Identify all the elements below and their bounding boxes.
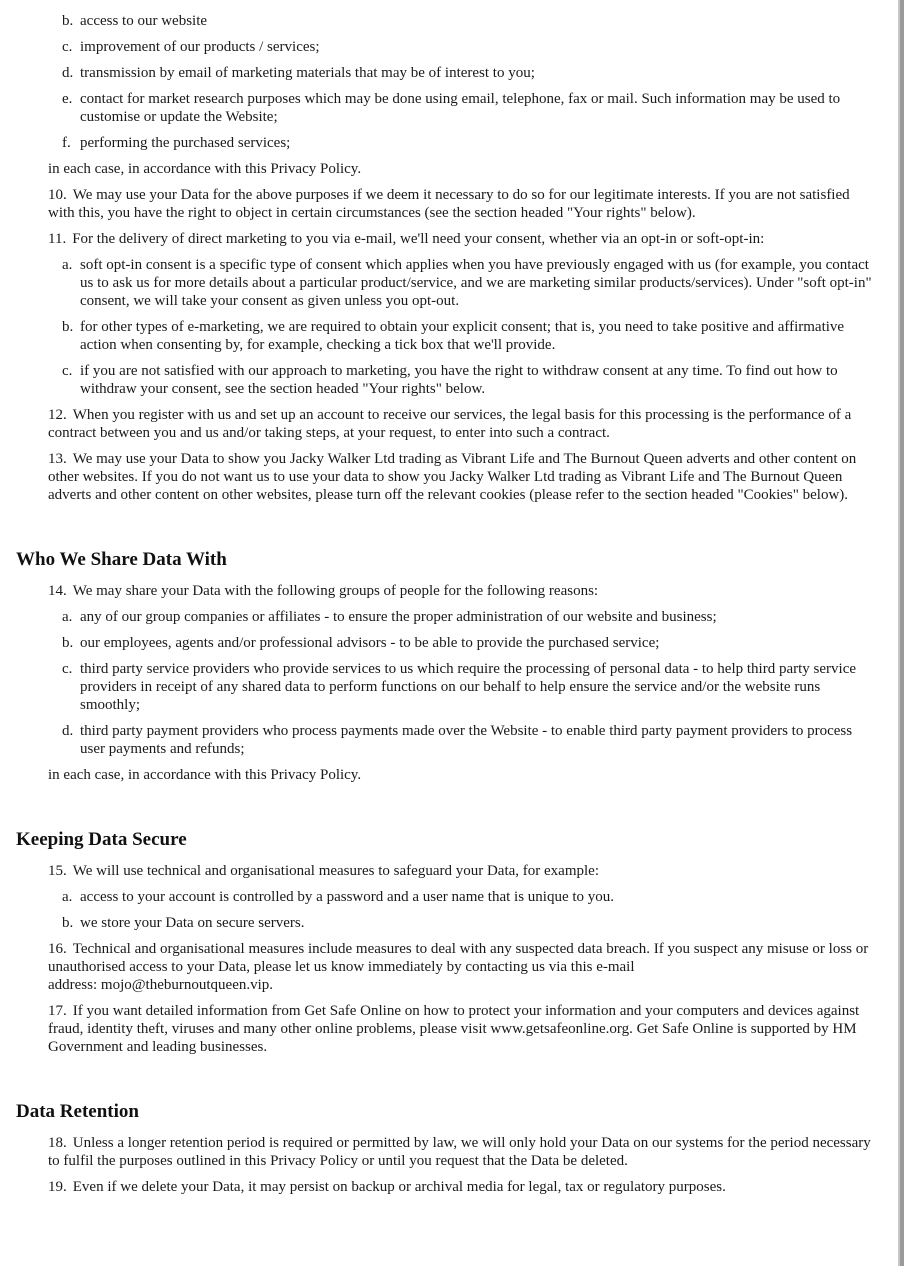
list-item: [0, 362, 898, 398]
address-label: address:: [48, 977, 101, 993]
list-item: [0, 134, 898, 152]
list-label: a.: [62, 889, 73, 905]
list-item: [0, 914, 898, 932]
list-item: [0, 318, 898, 354]
list-item: [0, 12, 898, 30]
paragraph-17: [0, 1002, 898, 1056]
paragraph-number: 12.: [48, 407, 67, 423]
paragraph-19: [0, 1178, 898, 1196]
contact-email: mojo@theburnoutqueen.vip: [100, 977, 270, 993]
paragraph-number: 16.: [48, 941, 67, 957]
list-text: third party service providers who provide services to us which require the processing of personal data - to help third party service providers in receipt of any shared data to perform functions on our behalf to help ensure the service and/or the website runs smoothly;: [80, 661, 857, 713]
paragraph-text: We will use technical and organisational measures to safeguard your Data, for example:: [72, 863, 599, 879]
list-label: d.: [62, 723, 74, 739]
paragraph-text: We may share your Data with the following groups of people for the following reasons:: [72, 583, 599, 599]
list-text: access to our website: [80, 13, 208, 29]
paragraph-text: We may use your Data for the above purposes if we deem it necessary to do so for our legitimate interests. If you are not satisfied with this, you have the right to object in certain circumstances (see the section headed "Your rights" below).: [48, 187, 850, 221]
list-label: b.: [62, 635, 74, 651]
paragraph-number: 10.: [48, 187, 67, 203]
list-label: c.: [62, 363, 73, 379]
paragraph-18: [0, 1134, 898, 1170]
privacy-policy-content: [0, 12, 898, 1204]
list-label: d.: [62, 65, 74, 81]
list-item: [0, 660, 898, 714]
paragraph-text: Unless a longer retention period is required or permitted by law, we will only hold your Data on our systems for the period necessary to fulfil the purposes outlined in this Privacy Policy or until you request that the Data be deleted.: [48, 1135, 871, 1169]
list-text: for other types of e-marketing, we are required to obtain your explicit consent; that is, you need to take positive and affirmative action when consenting by, for example, checking a tick box that we'll provide.: [80, 319, 845, 353]
paragraph-text: If you want detailed information from Get Safe Online on how to protect your information and your computers and devices against fraud, identity theft, viruses and many other online problems, please visit www.getsafeonline.org. Get Safe Online is supported by HM Government and leading businesses.: [48, 1003, 860, 1055]
list-text: any of our group companies or affiliates - to ensure the proper administration of our website and business;: [80, 609, 717, 625]
paragraph-text: Even if we delete your Data, it may persist on backup or archival media for legal, tax or regulatory purposes.: [72, 1179, 726, 1195]
list-item: [0, 90, 898, 126]
window-edge-scrollbar[interactable]: [898, 0, 904, 1266]
list-text: if you are not satisfied with our approach to marketing, you have the right to withdraw consent at any time. To find out how to withdraw your consent, see the section headed "Your rights" below.: [80, 363, 838, 397]
list-label: b.: [62, 915, 74, 931]
list-label: b.: [62, 319, 74, 335]
list-text: transmission by email of marketing materials that may be of interest to you;: [80, 65, 535, 81]
list-text: access to your account is controlled by a password and a user name that is unique to you.: [80, 889, 615, 905]
list-label: c.: [62, 39, 73, 55]
list-item: [0, 888, 898, 906]
paragraph-11: [0, 230, 898, 248]
share-closing: in each case, in accordance with this Privacy Policy.: [48, 767, 362, 783]
list-text: improvement of our products / services;: [80, 39, 320, 55]
list-label: a.: [62, 609, 73, 625]
intro-closing: in each case, in accordance with this Privacy Policy.: [48, 161, 362, 177]
paragraph-text: For the delivery of direct marketing to you via e-mail, we'll need your consent, whether via an opt-in or soft-opt-in:: [72, 231, 765, 247]
paragraph-text: Technical and organisational measures include measures to deal with any suspected data breach. If you suspect any misuse or loss or unauthorised access to your Data, please let us know immediately by contacting us via this e-mail: [48, 941, 869, 975]
paragraph-15: [0, 862, 898, 880]
paragraph-text: When you register with us and set up an account to receive our services, the legal basis for this processing is the performance of a contract between you and us and/or taking steps, at your request, to enter into such a contract.: [48, 407, 852, 441]
list-item: [0, 256, 898, 310]
list-label: f.: [62, 135, 71, 151]
list-item: [0, 38, 898, 56]
paragraph-14: [0, 582, 898, 600]
paragraph-13: [0, 450, 898, 504]
paragraph-16: [0, 940, 898, 994]
list-label: a.: [62, 257, 73, 273]
list-item: [0, 722, 898, 758]
list-text: we store your Data on secure servers.: [80, 915, 305, 931]
paragraph-number: 15.: [48, 863, 67, 879]
paragraph-number: 13.: [48, 451, 67, 467]
list-text: our employees, agents and/or professional advisors - to be able to provide the purchased service;: [80, 635, 660, 651]
section-heading-secure: Keeping Data Secure: [16, 829, 187, 850]
paragraph-12: [0, 406, 898, 442]
list-label: c.: [62, 661, 73, 677]
paragraph-number: 18.: [48, 1135, 67, 1151]
list-item: [0, 634, 898, 652]
section-heading-retention: Data Retention: [16, 1101, 139, 1122]
paragraph-number: 17.: [48, 1003, 67, 1019]
list-text: contact for market research purposes which may be done using email, telephone, fax or mail. Such information may be used to customise or update the Website;: [80, 91, 841, 125]
list-text: performing the purchased services;: [80, 135, 291, 151]
section-heading-share: Who We Share Data With: [16, 549, 227, 570]
paragraph-number: 11.: [48, 231, 67, 247]
list-item: [0, 608, 898, 626]
list-label: e.: [62, 91, 73, 107]
paragraph-number: 19.: [48, 1179, 67, 1195]
paragraph-text-end: .: [269, 977, 274, 993]
paragraph-10: [0, 186, 898, 222]
list-text: third party payment providers who process payments made over the Website - to enable third party payment providers to process user payments and refunds;: [80, 723, 853, 757]
list-item: [0, 64, 898, 82]
paragraph-number: 14.: [48, 583, 67, 599]
list-label: b.: [62, 13, 74, 29]
paragraph-text: We may use your Data to show you Jacky Walker Ltd trading as Vibrant Life and The Burnout Queen adverts and other content on other websites. If you do not want us to use your data to show you Jacky Walker Ltd trading as Vibrant Life and The Burnout Queen adverts and other content on other websites, please turn off the relevant cookies (please refer to the section headed "Cookies" below).: [48, 451, 857, 503]
list-text: soft opt-in consent is a specific type of consent which applies when you have previously engaged with us (for example, you contact us to ask us for more details about a particular product/service, and we are marketing similar products/services). Under "soft opt-in" consent, we will take your consent as given unless you opt-out.: [80, 257, 872, 309]
